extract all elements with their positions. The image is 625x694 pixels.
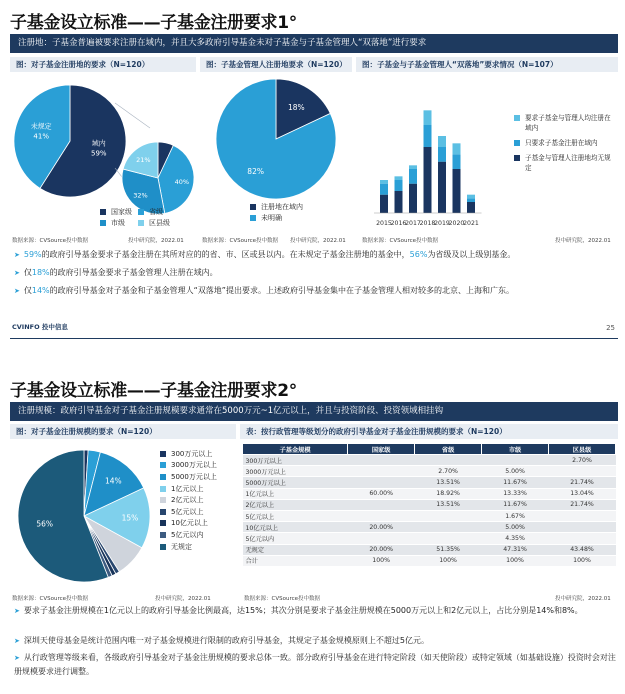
panel-title-dual: 图：子基金与子基金管理人“双落地”要求情况（N=107） bbox=[356, 57, 618, 72]
table-row bbox=[243, 522, 616, 533]
bar-segment bbox=[467, 202, 475, 213]
bullet-3: ➤ 从行政管理等级来看，各级政府引导基金对子基金注册规模的要求总体一致。部分政府引导基金在进行特定阶段（如天使阶段）或特定领域（如基础设施）投资时会对注册规模要求进行调整。 bbox=[14, 653, 616, 676]
source-note-right: 投中研究院，2022.01 bbox=[155, 596, 211, 602]
legend-swatch bbox=[514, 140, 520, 146]
bullet-arrow-icon: ➤ bbox=[14, 637, 20, 645]
legend-item bbox=[160, 506, 217, 518]
bar-segment bbox=[409, 184, 417, 213]
bar-segment bbox=[453, 143, 461, 154]
table-cell: 1.67% bbox=[482, 510, 549, 521]
slice-value-label: 32% bbox=[133, 191, 148, 200]
legend-item bbox=[160, 460, 217, 472]
bar-segment bbox=[380, 180, 388, 184]
bullet-2: ➤ 仅18%的政府引导基金要求子基金管理人注册在域内。 bbox=[14, 268, 218, 277]
table-row bbox=[243, 455, 616, 466]
scale-pie-chart bbox=[10, 440, 160, 590]
x-tick-label: 2021 bbox=[463, 220, 479, 227]
table-row bbox=[243, 499, 616, 510]
table-row bbox=[243, 488, 616, 499]
bullet-3: ➤ 仅14%的政府引导基金对子基金和子基金管理人“双落地”提出要求。上述政府引导基金集中在子基金管理人相对较多的北京、上海和广东。 bbox=[14, 286, 514, 295]
table-cell bbox=[549, 466, 616, 477]
table-cell: 无规定 bbox=[243, 544, 348, 555]
legend-label: 市级 bbox=[111, 219, 125, 228]
legend-swatch bbox=[138, 209, 144, 215]
dual-legend bbox=[514, 113, 614, 173]
legend-label: 10亿元以上 bbox=[171, 519, 208, 528]
table-cell: 2.70% bbox=[549, 455, 616, 466]
legend-label: 5亿元以内 bbox=[171, 530, 204, 539]
slice-value-label: 7% bbox=[158, 151, 169, 160]
legend-swatch bbox=[100, 220, 106, 226]
table-cell: 13.04% bbox=[549, 488, 616, 499]
source-note: 数据来源：CVSource投中数据 bbox=[202, 238, 278, 244]
bar-segment bbox=[467, 198, 475, 202]
source-note: 数据来源：CVSource投中数据 bbox=[12, 596, 88, 602]
table-body bbox=[243, 455, 616, 567]
slice-value-label: 56% bbox=[36, 519, 54, 529]
x-tick-label: 2020 bbox=[448, 220, 465, 227]
table-cell: 13.51% bbox=[415, 499, 482, 510]
table-cell: 21.74% bbox=[549, 499, 616, 510]
legend-swatch bbox=[160, 544, 166, 550]
x-tick-label: 2016 bbox=[390, 220, 407, 227]
legend-swatch bbox=[160, 509, 166, 515]
bullet-arrow-icon: ➤ bbox=[14, 654, 20, 662]
bullet-1: ➤ 要求子基金注册规模在1亿元以上的政府引导基金比例最高，达15%；其次分别是要求子基金注册规模在5000万元以上和2亿元以上，占比分别是14%和8%。 bbox=[14, 606, 583, 615]
table-row bbox=[243, 544, 616, 555]
manager-legend bbox=[250, 201, 303, 224]
legend-label: 未明确 bbox=[261, 214, 282, 223]
legend-label: 5000万元以上 bbox=[171, 472, 217, 481]
table-cell: 60.00% bbox=[348, 488, 415, 499]
table-cell bbox=[348, 533, 415, 544]
legend-label: 2亿元以上 bbox=[171, 496, 204, 505]
table-row bbox=[243, 555, 616, 566]
legend-item bbox=[160, 448, 217, 460]
x-tick-label: 2017 bbox=[405, 220, 421, 227]
table-cell bbox=[549, 533, 616, 544]
legend-swatch bbox=[160, 532, 166, 538]
highlight-value: 56% bbox=[409, 250, 428, 259]
page-title: 子基金设立标准——子基金注册要求1° bbox=[10, 13, 297, 33]
legend-swatch bbox=[160, 520, 166, 526]
bar-series bbox=[374, 110, 482, 227]
table-cell: 11.67% bbox=[482, 499, 549, 510]
legend-label: 子基金与管理人注册地均无规定 bbox=[525, 154, 611, 172]
page-title: 子基金设立标准——子基金注册要求2° bbox=[10, 381, 297, 401]
registration-sub-pie bbox=[122, 142, 194, 214]
bar-segment bbox=[453, 154, 461, 169]
table-cell: 51.35% bbox=[415, 544, 482, 555]
table-cell: 5.00% bbox=[482, 522, 549, 533]
table-cell: 5亿元以上 bbox=[243, 510, 348, 521]
bullet-arrow-icon: ➤ bbox=[14, 269, 20, 277]
bar-segment bbox=[395, 191, 403, 213]
legend-item bbox=[160, 518, 217, 530]
table-cell bbox=[549, 522, 616, 533]
source-note: 数据来源：CVSource投中数据 bbox=[244, 596, 320, 602]
registration-main-pie bbox=[14, 85, 126, 197]
legend-swatch bbox=[160, 497, 166, 503]
table-cell bbox=[348, 477, 415, 488]
table-cell: 300万元以上 bbox=[243, 455, 348, 466]
table-cell: 合计 bbox=[243, 555, 348, 566]
legend-label: 注册地在域内 bbox=[261, 202, 303, 211]
slice-value-label: 82% bbox=[247, 167, 264, 177]
panel-title-manager: 图：子基金管理人注册地要求（N=120） bbox=[200, 57, 352, 72]
table-cell: 5000万元以上 bbox=[243, 477, 348, 488]
panel-title-registration: 图：对子基金注册地的要求（N=120） bbox=[10, 57, 196, 72]
banner: 注册规模：政府引导基金对子基金注册规模要求通常在5000万元~1亿元以上，并且与投资阶段、投资领域相挂钩 bbox=[10, 402, 618, 421]
legend-item bbox=[160, 541, 217, 553]
bar-segment bbox=[380, 195, 388, 213]
bar-segment bbox=[424, 110, 432, 125]
table-cell: 20.00% bbox=[348, 544, 415, 555]
legend-swatch bbox=[160, 474, 166, 480]
table-cell: 21.74% bbox=[549, 477, 616, 488]
legend-label: 区县级 bbox=[149, 219, 170, 228]
table-header-row bbox=[243, 444, 616, 455]
legend-label: 1亿元以上 bbox=[171, 484, 204, 493]
table-cell: 11.67% bbox=[482, 477, 549, 488]
bullet-arrow-icon: ➤ bbox=[14, 251, 20, 259]
table-cell: 47.31% bbox=[482, 544, 549, 555]
table-cell: 3000万元以上 bbox=[243, 466, 348, 477]
slice-value-label: 14% bbox=[104, 476, 122, 486]
bar-segment bbox=[424, 147, 432, 213]
panel-title-scale-table: 表：按行政管理等级划分的政府引导基金对子基金注册规模的要求（N=120） bbox=[240, 424, 618, 439]
legend-label: 要求子基金与管理人均注册在域内 bbox=[525, 114, 611, 132]
slice-value-label: 18% bbox=[288, 102, 305, 112]
legend-label: 无规定 bbox=[171, 542, 192, 551]
x-tick-label: 2015 bbox=[376, 220, 392, 227]
highlight-value: 18% bbox=[31, 268, 50, 277]
table-header-cell: 区县级 bbox=[549, 444, 616, 455]
legend-item bbox=[160, 471, 217, 483]
slice-value-label: 41% bbox=[33, 132, 49, 141]
bullet-2: ➤ 深圳天使母基金是统计范围内唯一对子基金规模进行限制的政府引导基金，其规定子基金规模原则上不超过5亿元。 bbox=[14, 636, 429, 645]
table-header-cell: 子基金规模 bbox=[243, 444, 348, 455]
highlight-value: 14% bbox=[31, 286, 50, 295]
banner: 注册地：子基金普遍被要求注册在域内，并且大多政府引导基金未对子基金与子基金管理人“双落地”进行要求 bbox=[10, 34, 618, 53]
table-cell bbox=[482, 455, 549, 466]
x-tick-label: 2018 bbox=[419, 220, 436, 227]
bullet-1: ➤ 59%的政府引导基金要求子基金注册在其所对应的的省、市、区或县以内。在未规定子基金注册地的基金中，56%为省级及以上级别基金。 bbox=[14, 250, 516, 259]
legend-swatch bbox=[100, 209, 106, 215]
legend-label: 国家级 bbox=[111, 207, 132, 216]
legend-swatch bbox=[138, 220, 144, 226]
bar-segment bbox=[438, 136, 446, 147]
table-cell: 20.00% bbox=[348, 522, 415, 533]
table-cell bbox=[415, 455, 482, 466]
slice-value-label: 15% bbox=[121, 513, 139, 523]
legend-label: 5亿元以上 bbox=[171, 507, 204, 516]
bullet-arrow-icon: ➤ bbox=[14, 287, 20, 295]
scale-legend bbox=[160, 448, 217, 552]
legend-swatch bbox=[514, 155, 520, 161]
table-cell: 10亿元以上 bbox=[243, 522, 348, 533]
table-cell bbox=[348, 510, 415, 521]
table-cell: 5亿元以内 bbox=[243, 533, 348, 544]
table-cell: 1亿元以上 bbox=[243, 488, 348, 499]
table-header-cell: 省级 bbox=[415, 444, 482, 455]
table-cell: 100% bbox=[348, 555, 415, 566]
page-divider bbox=[10, 338, 618, 339]
table-cell: 100% bbox=[415, 555, 482, 566]
source-note-right: 投中研究院，2022.01 bbox=[128, 238, 184, 244]
table-cell bbox=[348, 499, 415, 510]
panel-title-scale: 图：对子基金注册规模的要求（N=120） bbox=[10, 424, 236, 439]
table-cell: 2.70% bbox=[415, 466, 482, 477]
slice-name-label: 未规定 bbox=[30, 122, 52, 131]
bullet-arrow-icon: ➤ bbox=[14, 607, 20, 615]
table-row bbox=[243, 477, 616, 488]
table-cell bbox=[348, 455, 415, 466]
source-note: 数据来源：CVSource投中数据 bbox=[12, 238, 88, 244]
table-header-cell: 国家级 bbox=[348, 444, 415, 455]
table-cell bbox=[348, 466, 415, 477]
table-cell: 100% bbox=[549, 555, 616, 566]
table-cell: 13.33% bbox=[482, 488, 549, 499]
bar-segment bbox=[467, 195, 475, 199]
legend-label: 3000万元以上 bbox=[171, 461, 217, 470]
x-tick-label: 2019 bbox=[434, 220, 450, 227]
table-row bbox=[243, 533, 616, 544]
scale-table bbox=[242, 443, 616, 567]
registration-legend bbox=[100, 206, 200, 229]
table-cell bbox=[549, 510, 616, 521]
table-cell bbox=[415, 522, 482, 533]
bar-segment bbox=[453, 169, 461, 213]
table-cell: 5.00% bbox=[482, 466, 549, 477]
legend-swatch bbox=[160, 486, 166, 492]
source-note-right: 投中研究院，2022.01 bbox=[555, 238, 611, 244]
table-cell: 13.51% bbox=[415, 477, 482, 488]
legend-label: 300万元以上 bbox=[171, 449, 213, 458]
table-row bbox=[243, 466, 616, 477]
table-cell bbox=[415, 510, 482, 521]
legend-swatch bbox=[514, 115, 520, 121]
manager-pie bbox=[216, 79, 336, 199]
slice-value-label: 59% bbox=[91, 149, 107, 158]
legend-swatch bbox=[160, 451, 166, 457]
table-header-cell: 市级 bbox=[482, 444, 549, 455]
table-row bbox=[243, 510, 616, 521]
table-cell: 43.48% bbox=[549, 544, 616, 555]
highlight-value: 59% bbox=[23, 250, 42, 259]
legend-swatch bbox=[250, 204, 256, 210]
table-cell bbox=[415, 533, 482, 544]
bar-segment bbox=[395, 176, 403, 180]
slide-registration-1 bbox=[0, 0, 625, 343]
table-cell: 2亿元以上 bbox=[243, 499, 348, 510]
table-cell: 18.92% bbox=[415, 488, 482, 499]
source-note-right: 投中研究院，2022.01 bbox=[290, 238, 346, 244]
slice-value-label: 40% bbox=[174, 178, 190, 187]
bar-segment bbox=[409, 165, 417, 169]
bar-segment bbox=[438, 162, 446, 213]
legend-swatch bbox=[250, 215, 256, 221]
source-note: 数据来源：CVSource投中数据 bbox=[362, 238, 438, 244]
table-cell: 4.35% bbox=[482, 533, 549, 544]
legend-label: 省级 bbox=[149, 207, 163, 216]
slice-name-label: 域内 bbox=[91, 139, 106, 148]
legend-label: 只要求子基金注册在域内 bbox=[525, 139, 598, 147]
scale-pie bbox=[18, 450, 150, 582]
cvinfo-logo: CVINFO 投中信息 bbox=[12, 323, 68, 331]
bar-segment bbox=[395, 180, 403, 191]
bar-segment bbox=[424, 125, 432, 147]
legend-item bbox=[160, 483, 217, 495]
slice-value-label: 21% bbox=[136, 156, 151, 165]
legend-item bbox=[160, 494, 217, 506]
bar-segment bbox=[380, 184, 388, 195]
legend-swatch bbox=[160, 462, 166, 468]
slide-registration-2 bbox=[0, 372, 625, 694]
legend-item bbox=[160, 529, 217, 541]
bar-segment bbox=[409, 169, 417, 184]
bar-segment bbox=[438, 147, 446, 162]
source-note-right: 投中研究院，2022.01 bbox=[555, 596, 611, 602]
page-number: 25 bbox=[606, 324, 615, 332]
table-cell: 100% bbox=[482, 555, 549, 566]
